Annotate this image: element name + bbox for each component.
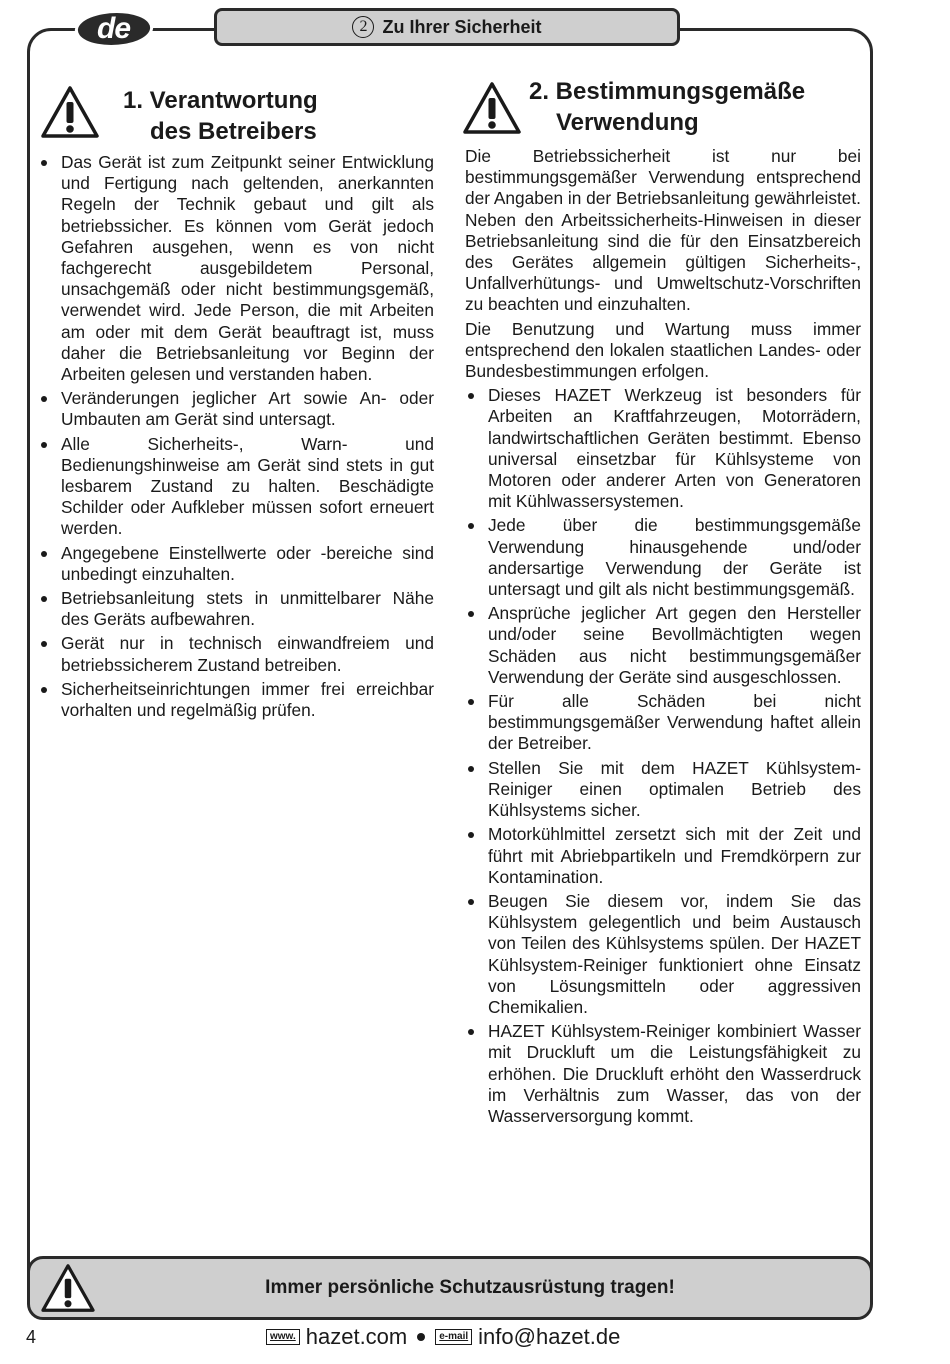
list-item: Gerät nur in technisch einwandfreiem und betriebssicherem Zustand betreiben. — [38, 633, 434, 675]
web-tag: www. — [266, 1329, 300, 1345]
section-header-tab — [214, 8, 680, 46]
section2-bullet-list — [465, 385, 861, 1127]
section2-heading: 2. Bestimmungsgemäße Verwendung — [529, 78, 806, 136]
safety-warning-text: Immer persönliche Schutzausrüstung tragen! — [265, 1277, 675, 1298]
section2-body — [465, 146, 861, 1130]
list-item: Veränderungen jeglicher Art sowie An- oder Umbauten am Gerät sind untersagt. — [38, 388, 434, 430]
list-item: Dieses HAZET Werkzeug ist besonders für Arbeiten an Kraftfahrzeugen, Motorrädern, landwirtschaftlichen Geräten bestimmt. Ebenso universal einsetzbar für Kühlsysteme von Motoren oder anderer Arten von Generatoren mit Kühlwassersystemen. — [465, 385, 861, 512]
separator-dot — [417, 1333, 425, 1341]
email-tag: e-mail — [435, 1329, 472, 1345]
section-number: 2 — [352, 16, 374, 38]
section1-bullet-list — [38, 152, 434, 721]
list-item: Alle Sicherheits-, Warn- und Bedienungshinweise am Gerät sind stets in gut lesbarem Zustand zu halten. Beschädigte Schilder oder Aufkleber müssen sofort erneuert werden. — [38, 434, 434, 540]
list-item: Für alle Schäden bei nicht bestimmungsgemäßer Verwendung haftet allein der Betreiber. — [465, 691, 861, 755]
list-item: Beugen Sie diesem vor, indem Sie das Kühlsystem gelegentlich und beim Austausch von Teilen des Kühlsystems spülen. Der HAZET Kühlsystem-Reiniger funktioniert ohne Einsatz von Lösungsmitteln oder aggressiven Chemikalien. — [465, 891, 861, 1018]
list-item: Betriebsanleitung stets in unmittelbarer Nähe des Geräts aufbewahren. — [38, 588, 434, 630]
section-title: Zu Ihrer Sicherheit — [382, 16, 542, 37]
list-item: Sicherheitseinrichtungen immer frei erreichbar vorhalten und regelmäßig prüfen. — [38, 679, 434, 721]
section1-body — [38, 152, 434, 724]
list-item: Das Gerät ist zum Zeitpunkt seiner Entwicklung und Fertigung nach geltenden, anerkannten Regeln der Technik gebaut und gilt als betriebssicher. Es können vom Gerät jedoch Gefahren ausgehen, wenn es von nicht fachgerecht ausgebildetem Personal, unsachgemäß oder nicht bestimmungsgemäß, verwendet wird. Jede Person, die mit Arbeiten am oder mit dem Gerät beauftragt ist, muss daher die Betriebsanleitung vor Beginn der Arbeiten gelesen und verstanden haben. — [38, 152, 434, 385]
list-item: Ansprüche jeglicher Art gegen den Hersteller und/oder seine Bevollmächtigten wegen Schäden aus nicht bestimmungsgemäßer Verwendung der Geräte sind ausgeschlossen. — [465, 603, 861, 688]
section1-heading: 1. Verantwortung des Betreibers — [123, 87, 318, 145]
email-link[interactable]: info@hazet.de — [478, 1324, 621, 1349]
section2-intro-paragraph: Die Betriebssicherheit ist nur bei bestimmungsgemäßer Verwendung entsprechend der Angaben in der Betriebsanleitung gewährleistet. Neben den Arbeitssicherheits-Hinweisen in dieser Betriebsanleitung sind die für den Einsatzbereich des Gerätes allgemein gültigen Sicherheits-, Unfallverhütungs- und Umweltschutz-Vorschriften zu beachten und einzuhalten. — [465, 146, 861, 315]
safety-warning-bar — [27, 1256, 873, 1320]
contact-line — [266, 1322, 620, 1352]
list-item: Stellen Sie mit dem HAZET Kühlsystem-Reiniger einen optimalen Betrieb des Kühlsystems sicher. — [465, 758, 861, 822]
page-number: 4 — [26, 1327, 37, 1347]
list-item: Motorkühlmittel zersetzt sich mit der Zeit und führt mit Abriebpartikeln und Fremdkörpern zur Kontamination. — [465, 824, 861, 888]
section2-intro-paragraph: Die Benutzung und Wartung muss immer entsprechend den lokalen staatlichen Landes- oder Bundesbestimmungen erfolgen. — [465, 318, 861, 382]
website-link[interactable]: hazet.com — [305, 1324, 408, 1349]
list-item: Jede über die bestimmungsgemäße Verwendung hinausgehende und/oder andersartige Verwendung der Geräte ist untersagt und gilt als nicht bestimmungsgemäß. — [465, 515, 861, 600]
list-item: Angegebene Einstellwerte oder -bereiche sind unbedingt einzuhalten. — [38, 543, 434, 585]
language-code: de — [97, 12, 131, 45]
warning-triangle-icon — [462, 81, 522, 135]
warning-triangle-icon — [40, 85, 100, 139]
list-item: HAZET Kühlsystem-Reiniger kombiniert Wasser mit Druckluft um die Leistungsfähigkeit zu erhöhen. Die Druckluft erhöht den Wasserdruck im Verhältnis zum Wasser, das von der Wasserversorgung kommt. — [465, 1021, 861, 1127]
